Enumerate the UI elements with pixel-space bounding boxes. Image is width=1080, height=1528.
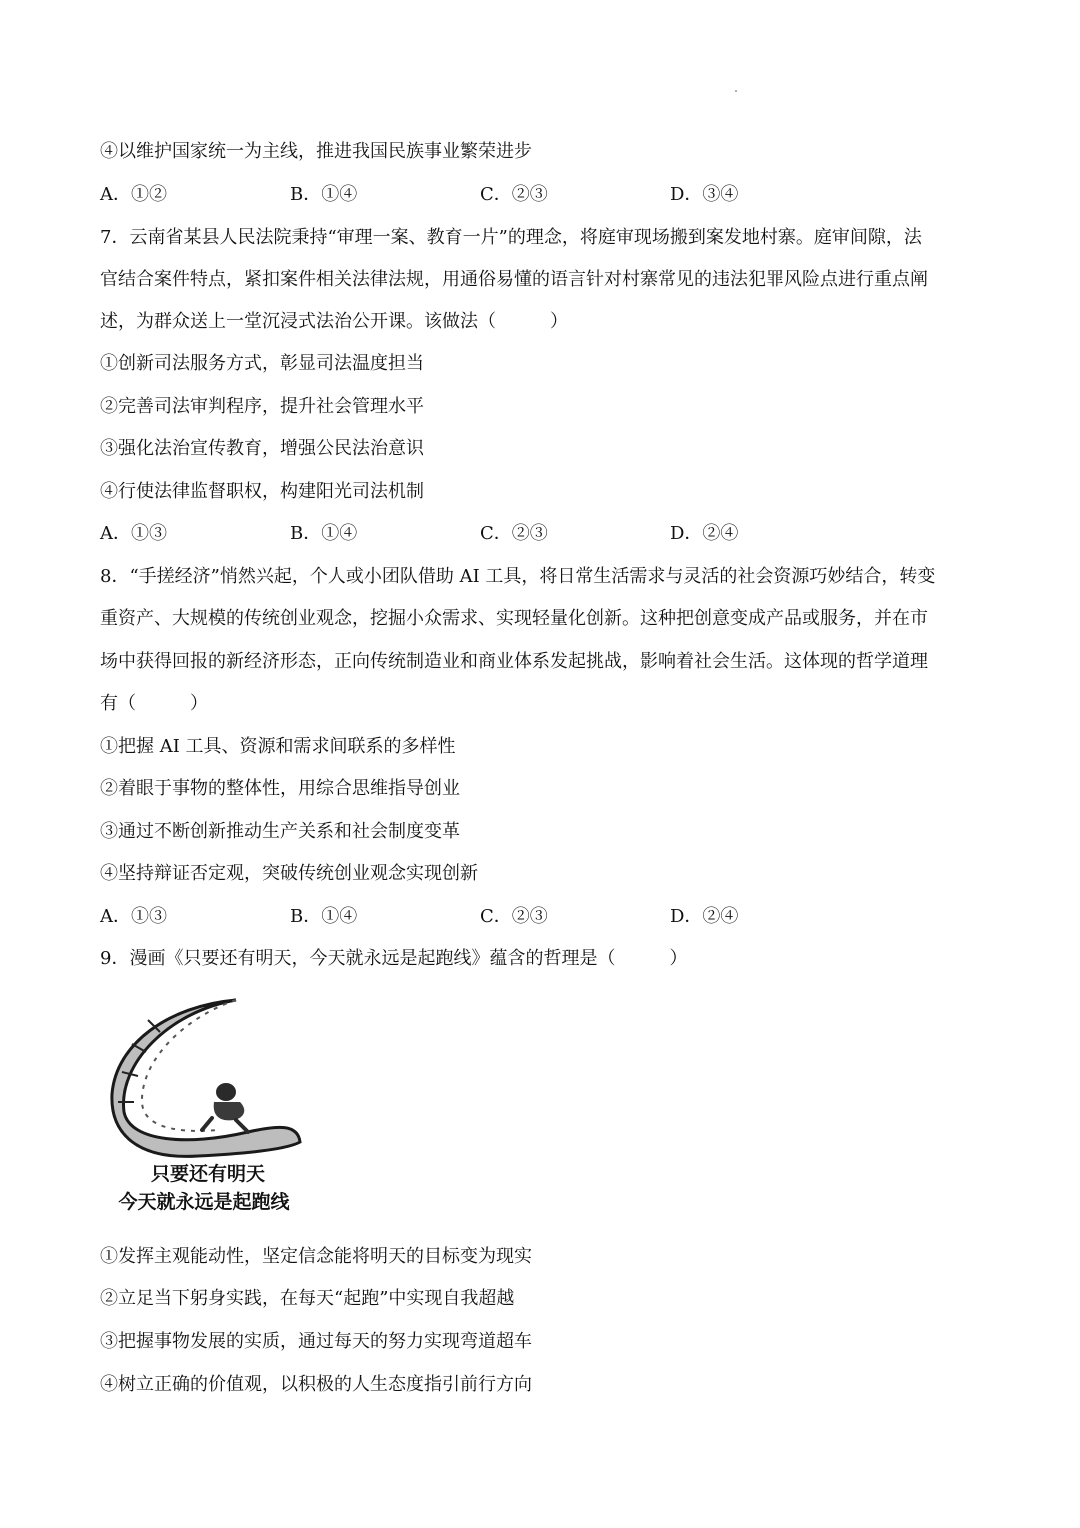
q7-stem-line-1: 7．云南省某县人民法院秉持“审理一案、教育一片”的理念，将庭审现场搬到案发地村寨。庭审间隙，法 xyxy=(100,227,922,248)
q8-stem-line-3: 场中获得回报的新经济形态，正向传统制造业和商业体系发起挑战，影响着社会生活。这体现的哲学道理 xyxy=(100,651,928,672)
q8-stem-line-1: 8．“手搓经济”悄然兴起，个人或小团队借助 AI 工具，将日常生活需求与灵活的社会资源巧妙结合，转变 xyxy=(100,566,936,587)
q9-option-3: ③把握事物发展的实质，通过每天的努力实现弯道超车 xyxy=(100,1331,532,1352)
q8-answer-d: D．②④ xyxy=(670,906,739,927)
q7-option-1: ①创新司法服务方式，彰显司法温度担当 xyxy=(100,353,424,374)
q9-stem: 9．漫画《只要还有明天，今天就永远是起跑线》蕴含的哲理是（ ） xyxy=(100,948,688,969)
q8-answer-a: A．①③ xyxy=(100,906,167,927)
comic-caption-line-2: 今天就永远是起跑线 xyxy=(118,1191,290,1213)
scan-speck xyxy=(735,90,737,92)
q8-answer-c: C．②③ xyxy=(480,906,548,927)
q9-option-1: ①发挥主观能动性，坚定信念能将明天的目标变为现实 xyxy=(100,1246,532,1267)
q8-option-4: ④坚持辩证否定观，突破传统创业观念实现创新 xyxy=(100,863,478,884)
q7-stem-line-2: 官结合案件特点，紧扣案件相关法律法规，用通俗易懂的语言针对村寨常见的违法犯罪风险点进行重点阐 xyxy=(100,269,928,290)
q6-answer-c: C．②③ xyxy=(480,184,548,205)
q8-stem-line-2: 重资产、大规模的传统创业观念，挖掘小众需求、实现轻量化创新。这种把创意变成产品或服务，并在市 xyxy=(100,608,928,629)
q7-option-2: ②完善司法审判程序，提升社会管理水平 xyxy=(100,396,424,417)
q9-option-2: ②立足当下躬身实践，在每天“起跑”中实现自我超越 xyxy=(100,1288,515,1309)
comic-illustration xyxy=(108,994,308,1216)
q7-answer-d: D．②④ xyxy=(670,523,739,544)
q8-answer-b: B．①④ xyxy=(290,906,358,927)
q9-option-4: ④树立正确的价值观，以积极的人生态度指引前行方向 xyxy=(100,1374,532,1395)
q8-option-3: ③通过不断创新推动生产关系和社会制度变革 xyxy=(100,821,460,842)
q7-option-4: ④行使法律监督职权，构建阳光司法机制 xyxy=(100,481,424,502)
q7-option-3: ③强化法治宣传教育，增强公民法治意识 xyxy=(100,438,424,459)
comic-caption-line-1: 只要还有明天 xyxy=(150,1163,266,1185)
q6-option-4: ④以维护国家统一为主线，推进我国民族事业繁荣进步 xyxy=(100,141,532,162)
q7-stem-line-3: 述，为群众送上一堂沉浸式法治公开课。该做法（ ） xyxy=(100,311,568,332)
q7-answer-a: A．①③ xyxy=(100,523,167,544)
q8-option-2: ②着眼于事物的整体性，用综合思维指导创业 xyxy=(100,778,460,799)
q6-answer-d: D．③④ xyxy=(670,184,739,205)
q6-answer-a: A．①② xyxy=(100,184,167,205)
q8-option-1: ①把握 AI 工具、资源和需求间联系的多样性 xyxy=(100,736,456,757)
q7-answer-c: C．②③ xyxy=(480,523,548,544)
q8-stem-line-4: 有（ ） xyxy=(100,693,208,714)
q7-answer-b: B．①④ xyxy=(290,523,358,544)
q6-answer-b: B．①④ xyxy=(290,184,358,205)
